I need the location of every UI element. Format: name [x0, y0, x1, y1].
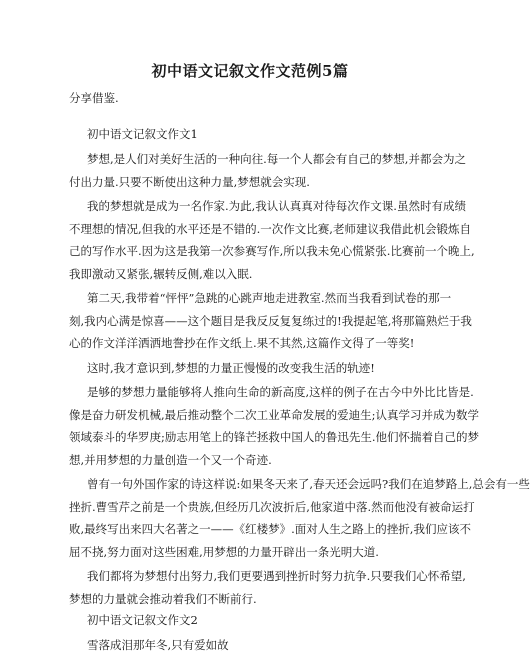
paragraph — [69, 195, 475, 285]
paragraph-line: 梦想的力量就会推动着我们不断前行. — [69, 591, 257, 606]
paragraph-line: 不理想的情况,但我的水平还是不错的.一次作文比赛,老师建议我借此机会锻炼自 — [69, 221, 471, 236]
paragraph-line: 刻,我内心满是惊喜——这个题目是我反反复复练过的!我提起笔,将那篇熟烂于我 — [69, 313, 472, 328]
section-heading: 初中语文记叙文作文2 — [87, 613, 198, 627]
paragraph-line: 想,并用梦想的力量创造一个又一个奇迹. — [69, 452, 272, 467]
paragraph — [69, 473, 530, 563]
paragraph-line: 像是奋力研发机械,最后推动整个二次工业革命发展的爱迪生;认真学习并成为数学 — [69, 407, 480, 422]
paragraph-line: 我的梦想就是成为一名作家.为此,我认认真真对待每次作文课.虽然时有成绩 — [87, 199, 466, 213]
paragraph-line: 曾有一句外国作家的诗这样说:如果冬天来了,春天还会远吗?我们在追梦路上,总会有一些 — [87, 477, 530, 491]
document-body — [69, 126, 530, 659]
paragraph-line: 屈不挠,努力面对这些困难,用梦想的力量开辟出一条光明大道. — [69, 544, 379, 559]
paragraph-line: 这时,我才意识到,梦想的力量正慢慢的改变我生活的轨迹! — [87, 360, 375, 375]
paragraph-line: 败,最终写出来四大名著之一——《红楼梦》.面对人生之路上的挫折,我们应该不 — [69, 522, 471, 536]
paragraph-line: 领域泰斗的华罗庚;励志用笔上的锋芒拯救中国人的鲁迅先生.他们怀揣着自己的梦 — [69, 430, 480, 444]
paragraph — [69, 634, 439, 657]
paragraph-line: 第二天,我带着“怦怦”急跳的心跳声地走进教室.然而当我看到试卷的那一 — [87, 291, 452, 305]
paragraph — [69, 381, 480, 471]
paragraph-line: 我即激动又紧张,辗转反侧,难以入眠. — [69, 266, 253, 281]
document-title: 初中语文记叙文作文范例5篇 — [151, 62, 349, 80]
paragraph — [69, 287, 472, 355]
paragraph — [69, 565, 466, 610]
intro-text: 分享借鉴. — [69, 91, 119, 105]
paragraph-line: 己的写作水平.因为这是我第一次参赛写作,所以我未免心慌紧张.比赛前一个晚上, — [69, 244, 475, 258]
paragraph — [69, 357, 439, 380]
paragraph-line: 梦想,是人们对美好生活的一种向往.每一个人都会有自己的梦想,并都会为之 — [87, 152, 466, 166]
paragraph-line: 付出力量.只要不断使出这种力量,梦想就会实现. — [69, 174, 310, 189]
paragraph-line: 雪落成泪那年冬,只有爱如故 — [87, 638, 229, 652]
paragraph-line: 我们都将为梦想付出努力,我们更要遇到挫折时努力抗争.只要我们心怀希望, — [87, 569, 466, 583]
paragraph-line: 心的作文洋洋洒洒地誊抄在作文纸上.果不其然,这篇作文得了一等奖! — [69, 336, 415, 350]
section-heading: 初中语文记叙文作文1 — [87, 127, 198, 141]
paragraph — [69, 148, 466, 193]
paragraph-line: 挫折.曹雪芹之前是一个贵族,但经历几次波折后,他家道中落.然而他没有被命运打 — [69, 499, 475, 514]
paragraph-line: 是够的梦想力量能够将人推向生命的新高度,这样的例子在古今中外比比皆是. — [87, 385, 474, 399]
